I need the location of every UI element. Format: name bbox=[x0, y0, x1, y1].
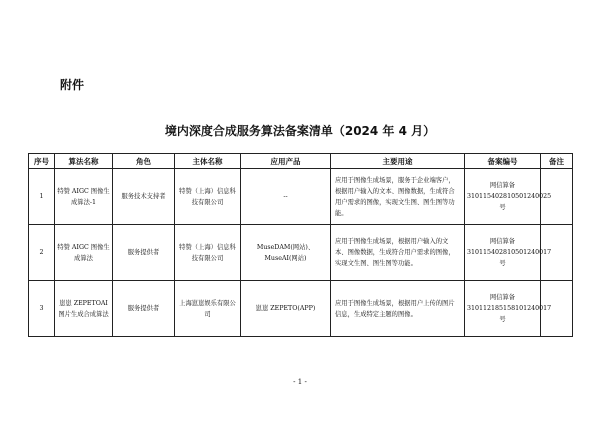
cell-purpose: 应用于图像生成场景，根据用户上传的图片信息，生成特定主题的图像。 bbox=[331, 281, 465, 337]
table-row bbox=[29, 281, 573, 337]
table-row bbox=[29, 169, 573, 225]
header-entity: 主体名称 bbox=[175, 154, 241, 169]
cell-role: 服务提供者 bbox=[113, 281, 175, 337]
cell-role: 服务技术支持者 bbox=[113, 169, 175, 225]
header-role: 角色 bbox=[113, 154, 175, 169]
page-number: - 1 - bbox=[293, 378, 307, 386]
cell-entity: 上海崽崽娱乐有限公司 bbox=[175, 281, 241, 337]
attachment-label: 附件 bbox=[60, 78, 85, 92]
header-remark: 备注 bbox=[541, 154, 573, 169]
cell-no: 2 bbox=[29, 225, 55, 281]
cell-purpose: 应用于图像生成场景，根据用户输入的文本、图像数据，生成符合用户需求的图像，实现文生图、图生图等功能。 bbox=[331, 225, 465, 281]
cell-product: MuseDAM(网站)、MuseAI(网站) bbox=[241, 225, 331, 281]
cell-product: -- bbox=[241, 169, 331, 225]
cell-filing: 网信算备 310115402810501240017 号 bbox=[465, 225, 541, 281]
header-filing: 备案编号 bbox=[465, 154, 541, 169]
header-no: 序号 bbox=[29, 154, 55, 169]
cell-entity: 特赞（上海）信息科技有限公司 bbox=[175, 225, 241, 281]
header-algorithm: 算法名称 bbox=[55, 154, 113, 169]
table-row bbox=[29, 225, 573, 281]
cell-product: 崽崽 ZEPETO(APP) bbox=[241, 281, 331, 337]
cell-no: 3 bbox=[29, 281, 55, 337]
cell-purpose: 应用于图像生成场景，服务于企业端客户，根据用户输入的文本、图像数据，生成符合用户需求的图像，实现文生图、图生图等功能。 bbox=[331, 169, 465, 225]
cell-algorithm: 特赞 AIGC 图像生成算法 bbox=[55, 225, 113, 281]
cell-entity: 特赞（上海）信息科技有限公司 bbox=[175, 169, 241, 225]
document-title: 境内深度合成服务算法备案清单（2024 年 4 月） bbox=[164, 124, 436, 138]
cell-role: 服务提供者 bbox=[113, 225, 175, 281]
table-header-row bbox=[29, 154, 573, 169]
header-purpose: 主要用途 bbox=[331, 154, 465, 169]
cell-algorithm: 崽崽 ZEPETOAI 图片生成合成算法 bbox=[55, 281, 113, 337]
cell-filing: 网信算备 310112185158101240017 号 bbox=[465, 281, 541, 337]
cell-algorithm: 特赞 AIGC 图像生成算法-1 bbox=[55, 169, 113, 225]
cell-filing: 网信算备 310115402810501240025 号 bbox=[465, 169, 541, 225]
filing-table bbox=[28, 153, 573, 337]
header-product: 应用产品 bbox=[241, 154, 331, 169]
cell-no: 1 bbox=[29, 169, 55, 225]
